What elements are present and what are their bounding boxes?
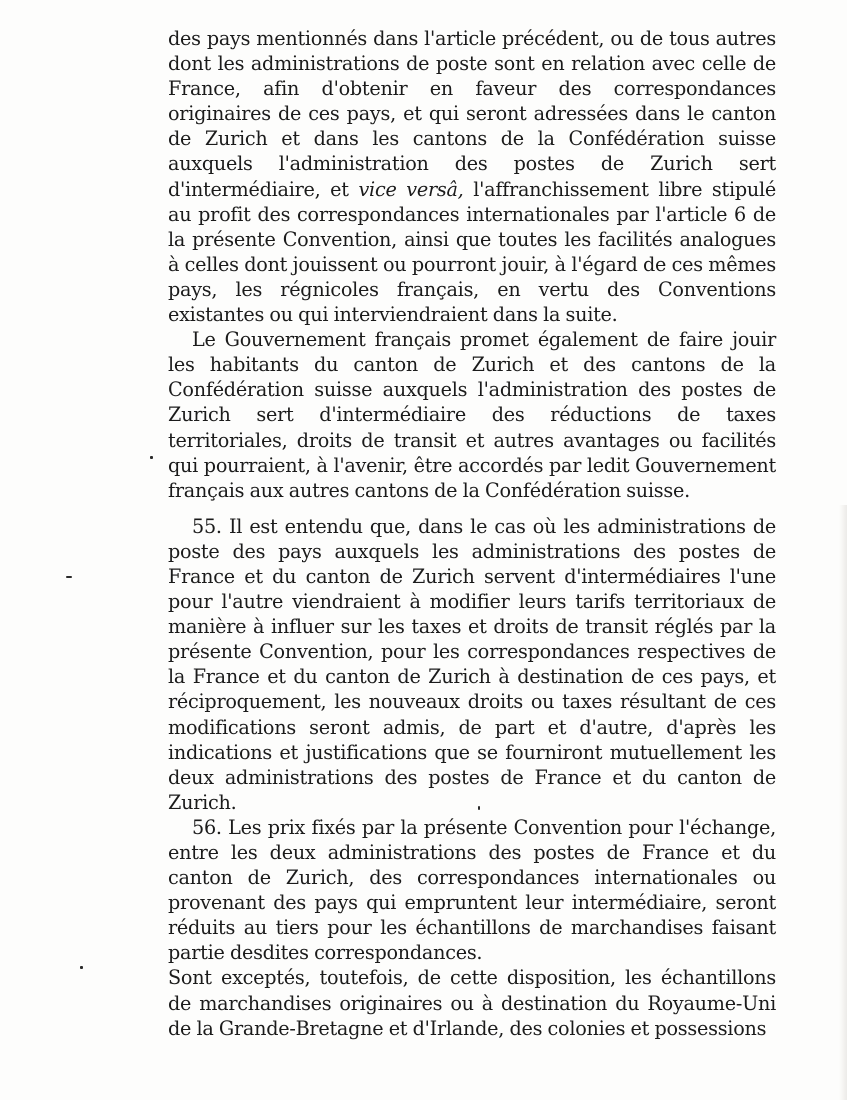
page-edge-shadow bbox=[839, 505, 847, 1100]
paragraph-continuation-text: des pays mentionnés dans l'article précédent, ou de tous autres dont les administrations de poste sont en relation avec celle de France, afin d'obtenir en faveur des correspondances originaires de ces pays, et qui seront adressées dans le canton de Zurich et dans les cantons de la Confédération suisse auxquels l'administration des postes de Zurich sert d'intermédiaire, et bbox=[168, 27, 776, 201]
scan-speck bbox=[478, 806, 480, 810]
paragraph-gap bbox=[168, 503, 776, 514]
article-56-text: Les prix fixés par la présente Convention pour l'échange, entre les deux administrations des postes de France et du canton de Zurich, des correspondances internationales ou provenant des pays qui empruntent leur intermédiaire, seront réduits au tiers pour les échantillons de marchandises faisant partie desdites correspondances. bbox=[168, 815, 776, 965]
paragraph-gouvernement-text: Le Gouvernement français promet également de faire jouir les habitants du canton de Zurich et des cantons de la Confédération suisse auxquels l'administration des postes de Zurich sert d'intermédiaire des réductions de taxes territoriales, droits de transit et autres avantages ou facilités qui pourraient, à l'avenir, être accordés par ledit Gouvernement français aux autres cantons de la Confédération suisse. bbox=[168, 328, 776, 502]
scan-speck bbox=[80, 966, 83, 969]
article-55-text: Il est entendu que, dans le cas où les administrations de poste des pays auxquels les administrations des postes de France et du canton de Zurich servent d'intermédiaires l'une pour l'autre viendraient à modifier leurs tarifs territoriaux de manière à influer sur les taxes et droits de transit réglés par la présente Convention, pour les correspondances respectives de la France et du canton de Zurich à destination de ces pays, et réciproquement, les nouveaux droits ou taxes résultant de ces modifications seront admis, de part et d'autre, d'après les indications et justifications que se fourniront mutuellement les deux administrations des postes de France et du canton de Zurich. bbox=[168, 514, 776, 814]
article-56 bbox=[168, 815, 776, 966]
paragraph-exceptions bbox=[168, 965, 776, 1040]
article-55-number: 55. bbox=[192, 514, 222, 538]
article-56-number: 56. bbox=[192, 815, 222, 839]
article-55 bbox=[168, 514, 776, 815]
paragraph-gouvernement bbox=[168, 327, 776, 503]
scan-speck bbox=[150, 456, 153, 459]
italic-phrase-vice-versa: vice versâ, bbox=[358, 177, 464, 201]
paragraph-exceptions-text: Sont exceptés, toutefois, de cette disposition, les échantillons de marchandises originaires ou à destination du Royaume-Uni de la Grande-Bretagne et d'Irlande, des colonies et possessions bbox=[168, 966, 776, 1040]
paragraph-continuation bbox=[168, 26, 776, 327]
paragraph-continuation-text-end: l'affranchissement libre stipulé au profit des correspondances internationales par l'article 6 de la présente Convention, ainsi que toutes les facilités analogues à celles dont jouissent ou pourront jouir, à l'égard de ces mêmes pays, les régnicoles français, en vertu des Conventions existantes ou qui interviendraient dans la suite. bbox=[168, 177, 776, 327]
page-body-text bbox=[168, 26, 776, 1041]
scan-speck bbox=[66, 576, 72, 578]
